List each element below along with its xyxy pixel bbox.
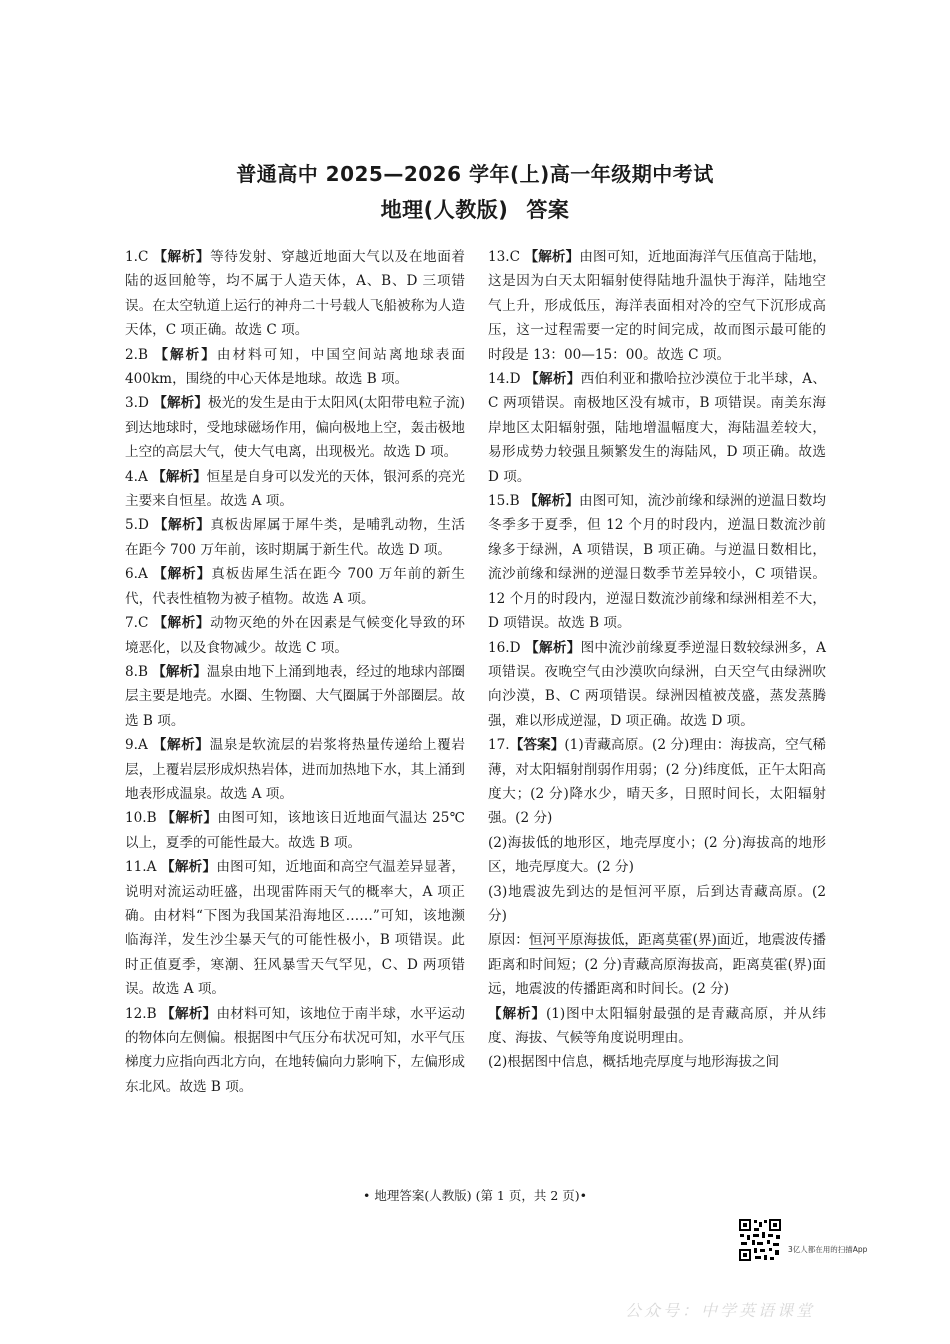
answer-item-11: 11.A 【解析】由图可知，近地面和高空气温差异显著，说明对流运动旺盛，出现雷阵雨天气的概率大，A 项正确。由材料“下图为我国某沿海地区……”可知，该地濒临海洋，发生沙尘暴天气的可能性极小，B 项错误。此时正值夏季，寒潮、狂风暴雪天气罕见，C、D 两项错误。故选 A 项。: [125, 859, 466, 998]
answer-item-13: 13.C 【解析】由图可知，近地面海洋气压值高于陆地，这是因为白天太阳辐射使得陆地升温快于海洋，陆地空气上升，形成低压，海洋表面相对冷的空气下沉形成高压，这一过程需要一定的时间完成，故而图示最可能的时段是 13：00—15：00。故选 C 项。: [488, 249, 827, 363]
answer-item-8: 8.B 【解析】温泉由地下上涌到地表，经过的地球内部圈层主要是地壳。水圈、生物圈、大气圈属于外部圈层。故选 B 项。: [125, 663, 466, 729]
answer-17-part-2: (2)海拔低的地形区，地壳厚度小；(2 分)海拔高的地形区，地壳厚度大。(2 分): [488, 834, 826, 876]
answer-item-14: 14.D 【解析】西伯利亚和撒哈拉沙漠位于北半球，A、C 两项错误。南极地区没有城市，B 项错误。南美东海岸地区太阳辐射强，陆地增温幅度大，海陆温差较大，易形成势力较强且频繁发生的海陆风，D 项正确。故选 D 项。: [488, 371, 826, 485]
qr-caption: 3亿人都在用的扫描App: [788, 1245, 868, 1254]
left-column: [125, 245, 465, 1099]
answer-17-reason: 原因：恒河平原海拔低，距离莫霍(界)面近，地震波传播距离和时间短；(2 分)青藏高原海拔高，距离莫霍(界)面远，地震波的传播距离和时间长。(2 分): [488, 932, 827, 998]
answer-item-15: 15.B 【解析】由图可知，流沙前缘和绿洲的逆温日数均冬季多于夏季，但 12 个月的时段内，逆温日数流沙前缘多于绿洲，A 项错误，B 项正确。与逆温日数相比，流沙前缘和绿洲的逆湿日数季节差异较小，C 项错误。12 个月的时段内，逆湿日数流沙前缘和绿洲相差不大，D 项错误。故选 B 项。: [488, 493, 827, 632]
answer-item-2: 2.B 【解析】由材料可知，中国空间站离地球表面 400km，围绕的中心天体是地球。故选 B 项。: [125, 346, 466, 388]
page-title: 普通高中 2025—2026 学年(上)高一年级期中考试: [236, 162, 714, 186]
answer-item-16: 16.D 【解析】图中流沙前缘夏季逆湿日数较绿洲多，A 项错误。夜晚空气由沙漠吹向绿洲，白天空气由绿洲吹向沙漠，B、C 两项错误。绿洲因植被茂盛，蒸发蒸腾强，难以形成逆湿，D 项正确。故选 D 项。: [488, 639, 826, 729]
answer-item-9: 9.A 【解析】温泉是软流层的岩浆将热量传递给上覆岩层，上覆岩层形成炽热岩体，进而加热地下水，其上涌到地表形成温泉。故选 A 项。: [125, 737, 466, 802]
page-subtitle: [0, 194, 950, 224]
answer-item-7: 7.C 【解析】动物灭绝的外在因素是气候变化导致的环境恶化，以及食物减少。故选 C 项。: [125, 615, 466, 656]
answer-item-5: 5.D 【解析】真板齿犀属于犀牛类，是哺乳动物，生活在距今 700 万年前，该时期属于新生代。故选 D 项。: [125, 517, 466, 558]
answer-item-3: 3.D 【解析】极光的发生是由于太阳风(太阳带电粒子流)到达地球时，受地球磁场作用，偏向极地上空，轰击极地上空的高层大气，使大气电离，出现极光。故选 D 项。: [125, 395, 466, 461]
subject-label: 地理(人教版): [380, 198, 509, 222]
watermark: 公众号：中学英语课堂: [625, 1301, 816, 1320]
answer-17-part-3: (3)地震波先到达的是恒河平原，后到达青藏高原。(2 分): [488, 883, 826, 924]
right-column: [488, 245, 826, 1075]
answer-17-analysis-1: 【解析】(1)图中太阳辐射最强的是青藏高原，并从纬度、海拔、气候等角度说明理由。: [488, 1005, 826, 1046]
answer-item-4: 4.A 【解析】恒星是自身可以发光的天体，银河系的亮光主要来自恒星。故选 A 项。: [125, 468, 466, 510]
answer-item-12: 12.B 【解析】由材料可知，该地位于南半球，水平运动的物体向左侧偏。根据图中气压分布状况可知，水平气压梯度力应指向西北方向，在地转偏向力影响下，左偏形成东北风。故选 B 项。: [125, 1005, 466, 1095]
answer-label: 答案: [526, 198, 570, 222]
answer-item-6: 6.A 【解析】真板齿犀生活在距今 700 万年前的新生代，代表性植物为被子植物。故选 A 项。: [125, 566, 465, 607]
answer-item-17: 17.【答案】(1)青藏高原。(2 分)理由：海拔高，空气稀薄，对太阳辐射削弱作用弱；(2 分)纬度低，正午太阳高度大；(2 分)降水少，晴天多，日照时间长，太阳辐射强。(2 分): [488, 737, 827, 827]
answer-item-1: 1.C 【解析】等待发射、穿越近地面大气以及在地面着陆的返回舱等，均不属于人造天体，A、B、D 三项错误。在太空轨道上运行的神舟二十号载人飞船被称为人造天体，C 项正确。故选 C 项。: [125, 249, 466, 339]
qr-code-icon: [738, 1218, 782, 1262]
underlined-text: 恒河平原海拔低，距离莫霍(界)面: [528, 932, 731, 949]
answer-item-10: 10.B 【解析】由图可知，该地该日近地面气温达 25℃以上，夏季的可能性最大。故选 B 项。: [125, 810, 466, 851]
page-footer: • 地理答案(人教版) (第 1 页，共 2 页)•: [363, 1188, 587, 1203]
answer-17-analysis-2: (2)根据图中信息，概括地壳厚度与地形海拔之间: [488, 1054, 780, 1071]
